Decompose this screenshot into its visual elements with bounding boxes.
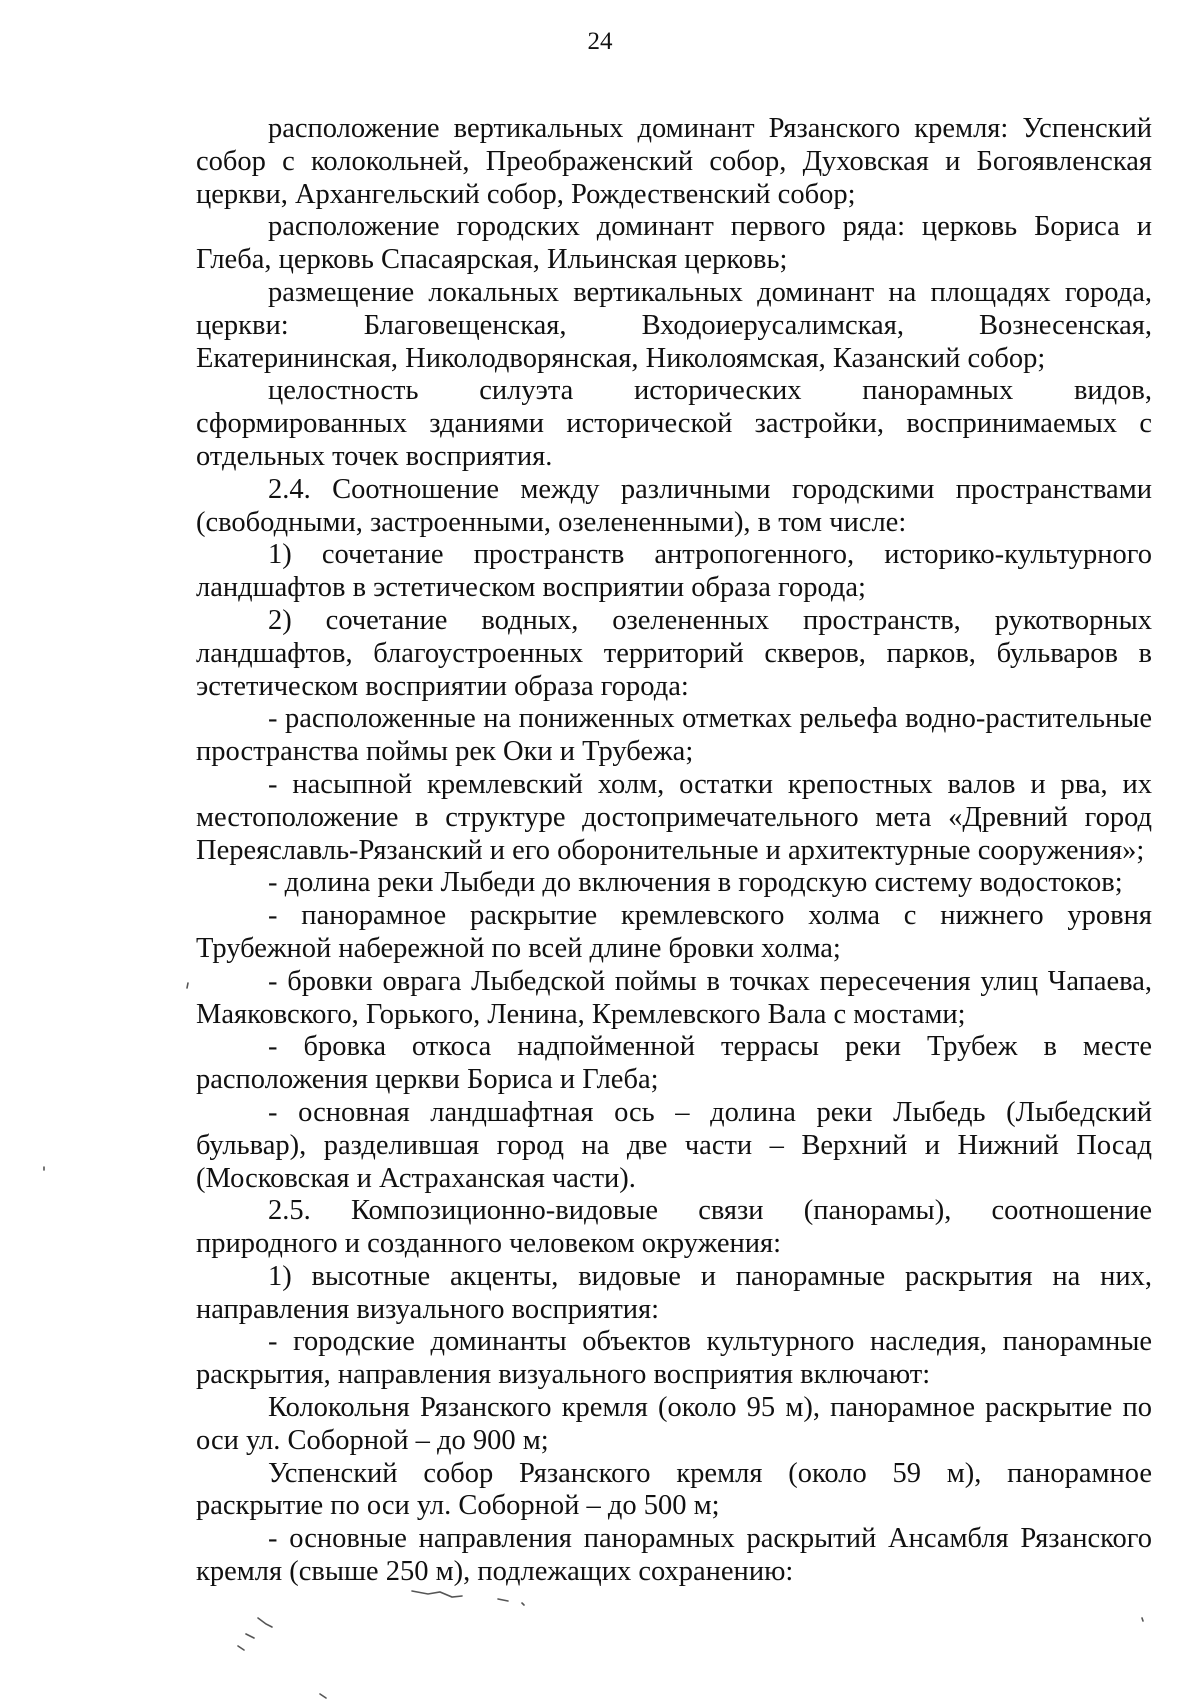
scan-mark-1 [412, 1591, 462, 1597]
paragraph-section-2-4: 2.4. Соотношение между различными городскими пространствами (свободными, застроенными, озелененными), в том числе: [196, 473, 1152, 538]
paragraph-section-2-5: 2.5. Композиционно-видовые связи (панорамы), соотношение природного и созданного человеком окружения: [196, 1195, 1152, 1260]
paragraph-bullet-landscape-axis: - основная ландшафтная ось – долина реки Лыбедь (Лыбедский бульвар), разделившая город на две части – Верхний и Нижний Посад (Московская и Астраханская части). [196, 1096, 1152, 1194]
paragraph-item-2-water-green: 2) сочетание водных, озелененных пространств, рукотворных ландшафтов, благоустроенных территорий скверов, парков, бульваров в эстетическом восприятии образа города: [196, 604, 1152, 702]
paragraph-bullet-floodplain: - расположенные на пониженных отметках рельефа водно-растительные пространства поймы рек Оки и Трубежа; [196, 703, 1152, 768]
paragraph-silhouette-integrity: целостность силуэта исторических панорамных видов, сформированных зданиями исторической застройки, воспринимаемых с отдельных точек восприятия. [196, 375, 1152, 472]
paragraph-bullet-city-dominants: - городские доминанты объектов культурного наследия, панорамные раскрытия, направления визуального восприятия включают: [196, 1326, 1152, 1391]
scan-mark-9 [187, 983, 188, 988]
paragraph-assumption-cathedral: Успенский собор Рязанского кремля (около 59 м), панорамное раскрытие по оси ул. Соборной – до 500 м; [196, 1457, 1152, 1522]
paragraph-bullet-panoramic-opening: - панорамное раскрытие кремлевского холма с нижнего уровня Трубежной набережной по всей длине бровки холма; [196, 900, 1152, 964]
paragraph-local-vertical-dominants: размещение локальных вертикальных доминант на площадях города, церкви: Благовещенская, Входоиерусалимская, Вознесенская, Екатерининская, Николодворянская, Николоямская, Казанский собор; [196, 276, 1152, 374]
scan-mark-2 [498, 1599, 508, 1601]
paragraph-bullet-ravine-edges: - бровки оврага Лыбедской поймы в точках пересечения улиц Чапаева, Маяковского, Горького, Ленина, Кремлевского Вала с мостами; [196, 965, 1152, 1030]
paragraph-city-dominants-first-row: расположение городских доминант первого ряда: церковь Бориса и Глеба, церковь Спасаярская, Ильинская церковь; [196, 211, 1152, 276]
paragraph-item-1-anthropogenic: 1) сочетание пространств антропогенного, историко-культурного ландшафтов в эстетическом восприятии образа города; [196, 539, 1152, 604]
paragraph-bullet-lybed-valley: - долина реки Лыбеди до включения в городскую систему водостоков; [268, 867, 1123, 899]
paragraph-vertical-dominants-kremlin: расположение вертикальных доминант Рязанского кремля: Успенский собор с колокольней, Преображенский собор, Духовская и Богоявленская церкви, Архангельский собор, Рождественский собор; [196, 113, 1152, 210]
paragraph-bell-tower: Колокольня Рязанского кремля (около 95 м), панорамное раскрытие по оси ул. Соборной – до 900 м; [196, 1392, 1152, 1456]
scan-mark-5 [246, 1634, 254, 1638]
paragraph-bullet-terrace-slope: - бровка откоса надпойменной террасы реки Трубеж в месте расположения церкви Бориса и Глеба; [196, 1031, 1152, 1096]
page-number: 24 [587, 28, 613, 55]
paragraph-bullet-kremlin-hill: - насыпной кремлевский холм, остатки крепостных валов и рва, их местоположение в структуре достопримечательного мета «Древний город Переяславль-Рязанский и его оборонительные и архитектурные сооружения»; [196, 768, 1152, 866]
scan-mark-6 [238, 1646, 244, 1650]
scan-mark-7 [320, 1694, 326, 1698]
paragraph-item-1-high-accents: 1) высотные акценты, видовые и панорамные раскрытия на них, направления визуального восприятия: [196, 1260, 1152, 1325]
scan-mark-3 [522, 1603, 524, 1605]
paragraph-bullet-panoramic-directions: - основные направления панорамных раскрытий Ансамбля Рязанского кремля (свыше 250 м), подлежащих сохранению: [196, 1523, 1152, 1588]
scan-mark-8 [1142, 1618, 1143, 1621]
scan-mark-4 [258, 1618, 272, 1627]
